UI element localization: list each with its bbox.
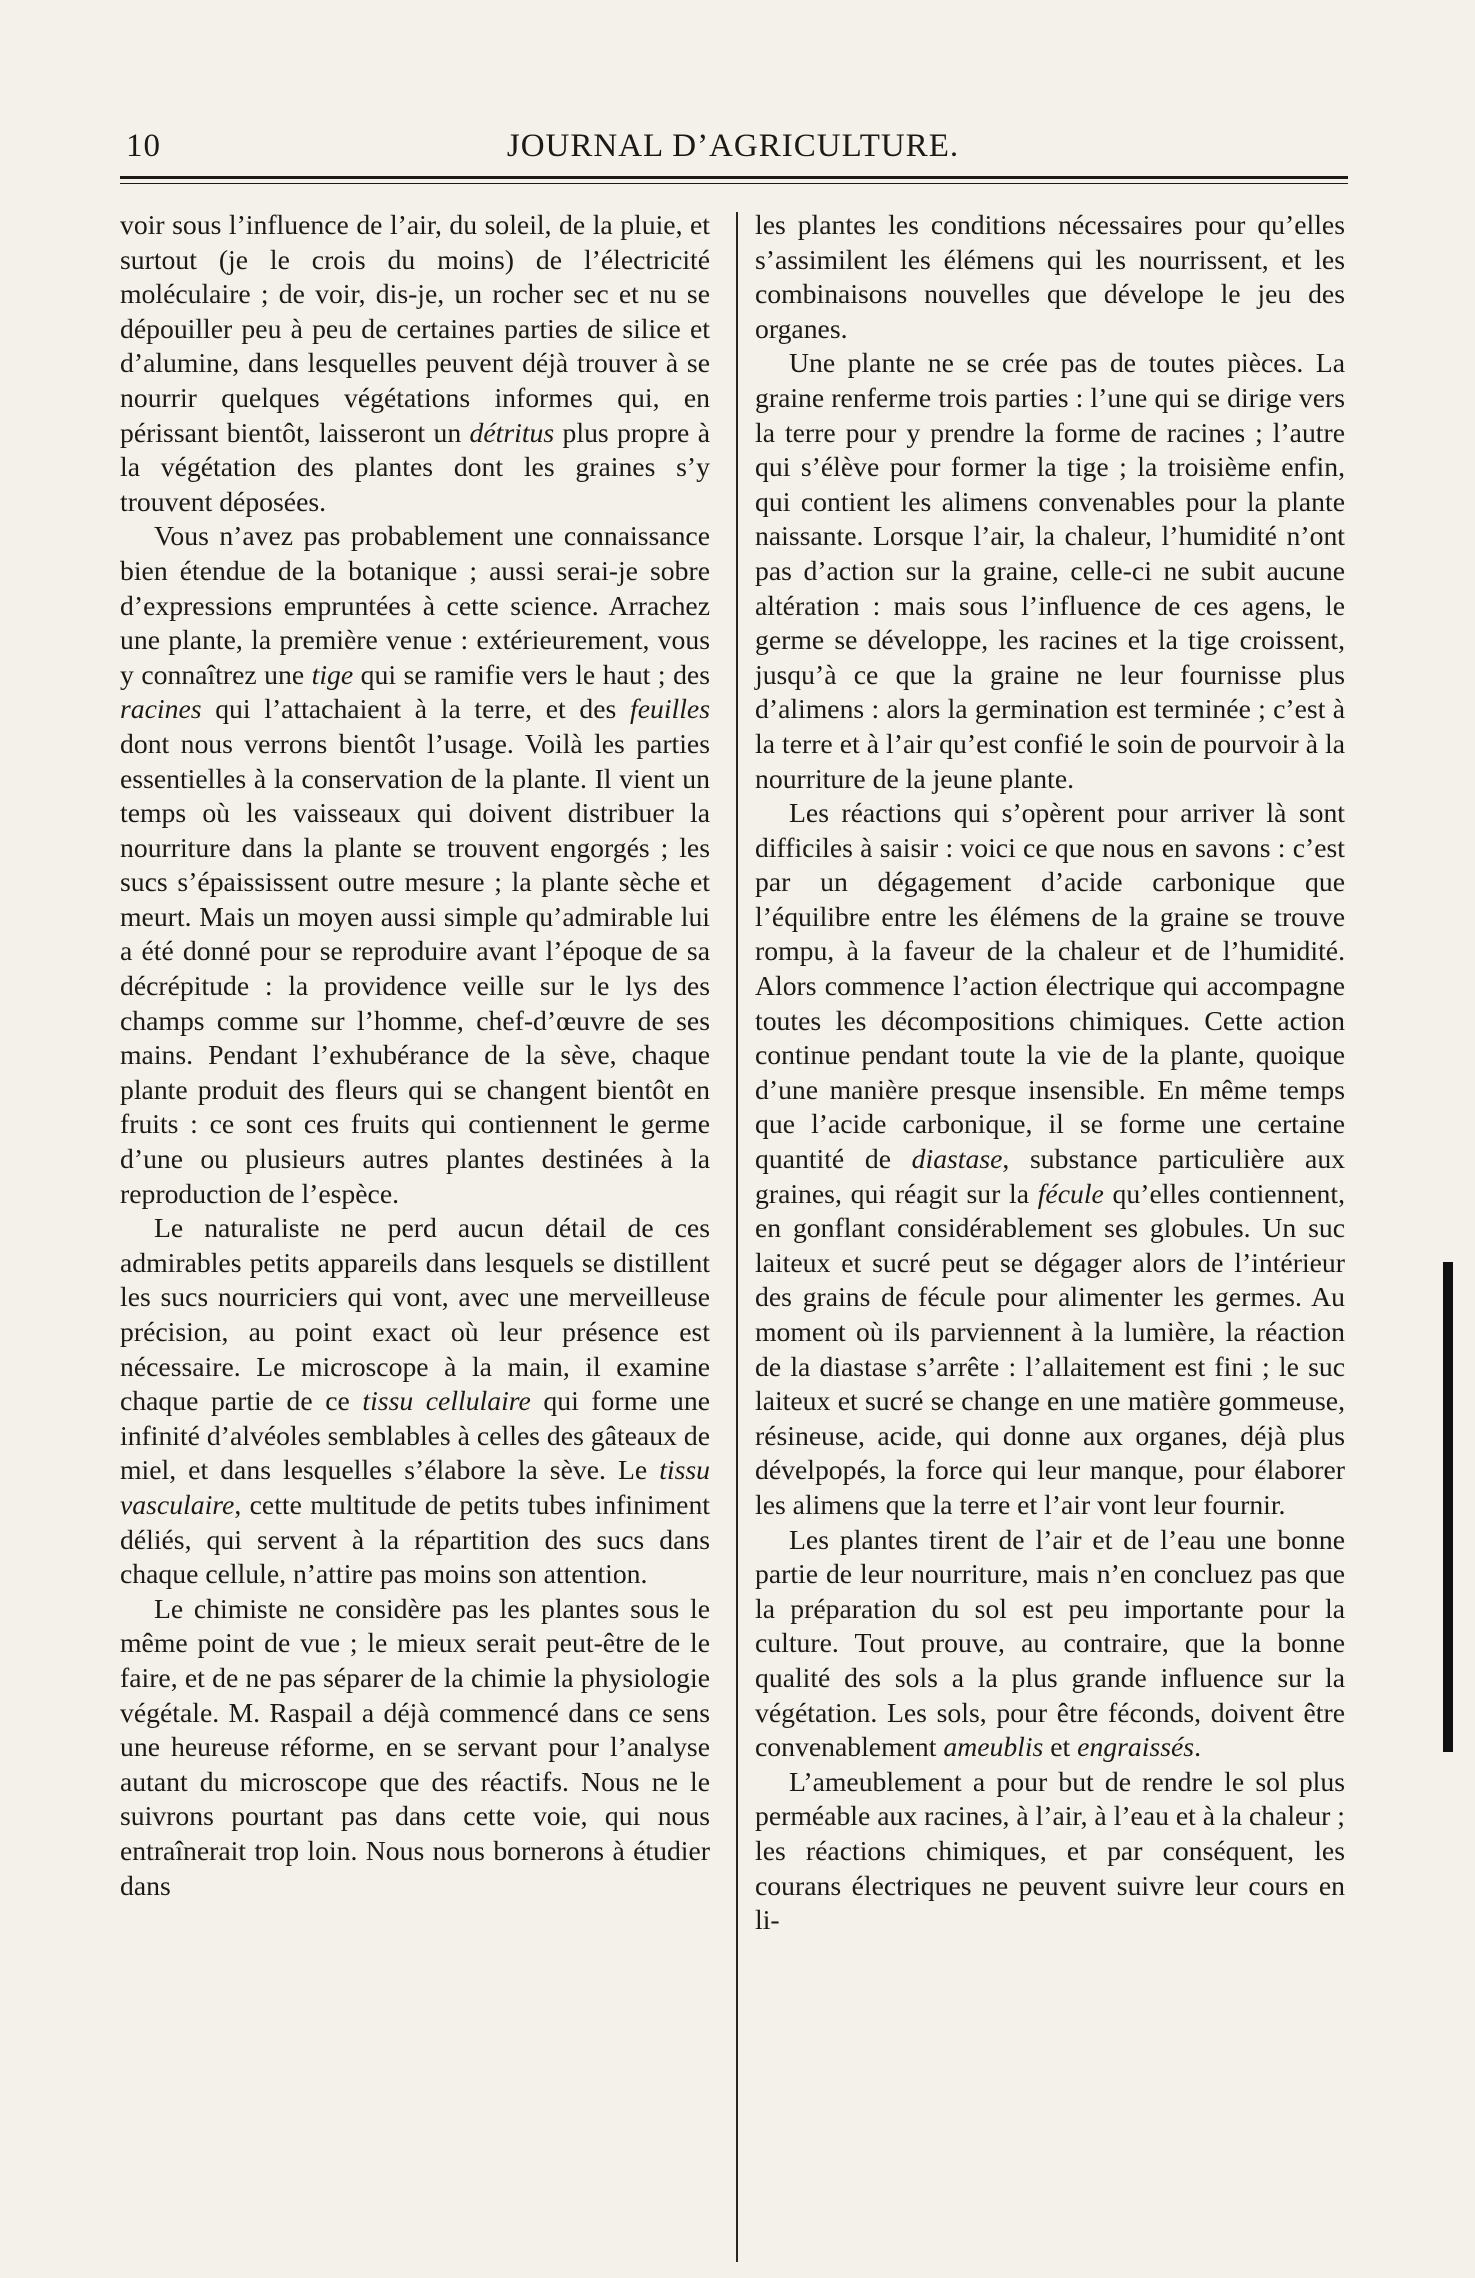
- italic-term: ameublis: [943, 1731, 1044, 1763]
- continued-paragraph: [120, 208, 710, 519]
- margin-mark: [1443, 1262, 1453, 1752]
- text-run: , cette multitude de petits tubes infiniment déliés, qui servent à la répartition des sucs dans chaque cellule, n’attire pas moins son attention.: [120, 1488, 710, 1590]
- text-run: Les réactions qui s’opèrent pour arriver là sont difficiles à saisir : voici ce que nous en savons : c’est par un dégagement d’acide carbonique que l’équilibre entre les élémens de la graine se trouve rompu, à la faveur de la chaleur et de l’humidité. Alors commence l’action électrique qui accompagne toutes les décompositions chimiques. Cette action continue pendant toute la vie de la plante, quoique d’une manière presque insensible. En même temps que l’acide carbonique, il se forme une certaine quantité de: [755, 797, 1345, 1175]
- text-run: .: [1194, 1731, 1201, 1763]
- journal-title: JOURNAL D’AGRICULTURE.: [506, 128, 960, 164]
- paragraph: [755, 796, 1345, 1522]
- paragraph: [120, 1211, 710, 1592]
- italic-term: fécule: [1037, 1177, 1104, 1209]
- italic-term: tissu cellulaire: [362, 1385, 531, 1417]
- italic-term: tige: [311, 658, 354, 690]
- text-run: Vous n’avez pas probablement une connaissance bien étendue de la botanique ; aussi serai-je sobre d’expressions empruntées à cette science. Arrachez une plante, la première venue : extérieurement, vous y connaîtrez une: [120, 520, 710, 690]
- text-run: qui se ramifie vers le haut ; des: [353, 658, 710, 690]
- right-column: [755, 208, 1345, 1938]
- text-run: dont nous verrons bientôt l’usage. Voilà les parties essentielles à la conservation de la plante. Il vient un temps où les vaisseaux qui doivent distribuer la nourriture dans la plante se trouvent engorgés ; les sucs s’épaississent outre mesure ; la plante sèche et meurt. Mais un moyen aussi simple qu’admirable lui a été donné pour se reproduire avant l’époque de sa décrépitude : la providence veille sur le lys des champs comme sur l’homme, chef-d’œuvre de ses mains. Pendant l’exhubérance de la sève, chaque plante produit des fleurs qui se changent bientôt en fruits : ce sont ces fruits qui contiennent le germe d’une ou plusieurs autres plantes destinées à la reproduction de l’espèce.: [120, 727, 710, 1209]
- paragraph: [755, 1523, 1345, 1765]
- page-header: [118, 118, 1348, 168]
- text-run: qui forme une infinité d’alvéoles semblables à celles des gâteaux de miel, et dans lesquelles s’élabore la sève. Le: [120, 1385, 710, 1486]
- header-rule-thin: [120, 183, 1348, 184]
- paragraph: [755, 1765, 1345, 1938]
- text-run: , substance particulière aux graines, qui réagit sur la: [755, 1143, 1346, 1209]
- italic-term: diastase: [911, 1143, 1003, 1175]
- text-run: les plantes les conditions nécessaires pour qu’elles s’assimilent les élémens qui les nourrissent, et les combinaisons nouvelles que dévelope le jeu des organes.: [755, 209, 1345, 344]
- text-run: Le chimiste ne considère pas les plantes sous le même point de vue ; le mieux serait peut-être de le faire, et de ne pas séparer de la chimie la physiologie végétale. M. Raspail a déjà commencé dans ce sens une heureuse réforme, en se servant pour l’analyse autant du microscope que des réactifs. Nous ne le suivrons pourtant pas dans cette voie, qui nous entraînerait trop loin. Nous nous bornerons à étudier dans: [120, 1592, 710, 1901]
- text-run: qu’elles contiennent, en gonflant considérablement ses globules. Un suc laiteux et sucré peut se dégager alors de l’intérieur des grains de fécule pour alimenter les germes. Au moment où ils parviennent à la lumière, la réaction de la diastase s’arrête : l’allaitement est fini ; le suc laiteux et sucré se change en une matière gommeuse, résineuse, acide, qui donne aux organes, déjà plus dévelpopés, la force qui leur manque, pour élaborer les alimens que la terre et l’air vont leur fournir.: [755, 1177, 1346, 1520]
- text-run: L’ameublement a pour but de rendre le sol plus perméable aux racines, à l’air, à l’eau et à la chaleur ; les réactions chimiques, et par conséquent, les courans électriques ne peuvent suivre leur cours en li-: [755, 1765, 1345, 1936]
- paragraph: [120, 519, 710, 1211]
- text-run: Les plantes tirent de l’air et de l’eau une bonne partie de leur nourriture, mais n’en concluez pas que la préparation du sol est peu importante pour la culture. Tout prouve, au contraire, que la bonne qualité des sols a la plus grande influence sur la végétation. Les sols, pour être féconds, doivent être convenablement: [755, 1523, 1345, 1763]
- page-number: 10: [126, 128, 161, 164]
- italic-term: tissu vasculaire: [120, 1454, 710, 1520]
- text-run: plus propre à la végétation des plantes dont les graines s’y trouvent déposées.: [120, 416, 710, 517]
- paragraph: [120, 1592, 710, 1903]
- column-divider: [736, 212, 738, 2262]
- paragraph: [755, 346, 1345, 796]
- text-run: Une plante ne se crée pas de toutes pièces. La graine renferme trois parties : l’une qui se dirige vers la terre pour y prendre la forme de racines ; l’autre qui s’élève pour former la tige ; la troisième enfin, qui contient les alimens convenables pour la plante naissante. Lorsque l’air, la chaleur, l’humidité n’ont pas d’action sur la graine, celle-ci ne subit aucune altération : mais sous l’influence de ces agens, le germe se développe, les racines et la tige croissent, jusqu’à ce que la graine ne leur fournisse plus d’alimens : alors la germination est terminée ; c’est à la terre et à l’air qu’est confié le soin de pourvoir à la nourriture de la jeune plante.: [755, 347, 1345, 794]
- text-run: voir sous l’influence de l’air, du soleil, de la pluie, et surtout (je le crois du moins) de l’électricité moléculaire ; de voir, dis-je, un rocher sec et nu se dépouiller peu à peu de certaines parties de silice et d’alumine, dans lesquelles peuvent déjà trouver à se nourrir quelques végétations informes qui, en périssant bientôt, laisseront un: [120, 209, 710, 448]
- italic-term: racines: [120, 693, 202, 725]
- text-run: Le naturaliste ne perd aucun détail de ces admirables petits appareils dans lesquels se distillent les sucs nourriciers qui vont, avec une merveilleuse précision, au point exact où leur présence est nécessaire. Le microscope à la main, il examine chaque partie de ce: [120, 1212, 710, 1417]
- continued-paragraph: [755, 208, 1345, 346]
- left-column: [120, 208, 710, 1903]
- text-run: qui l’attachaient à la terre, et des: [201, 693, 631, 725]
- header-rule-thick: [120, 176, 1348, 179]
- italic-term: détritus: [469, 416, 555, 448]
- italic-term: engraissés: [1077, 1731, 1195, 1763]
- text-run: et: [1043, 1731, 1078, 1763]
- italic-term: feuilles: [630, 693, 710, 725]
